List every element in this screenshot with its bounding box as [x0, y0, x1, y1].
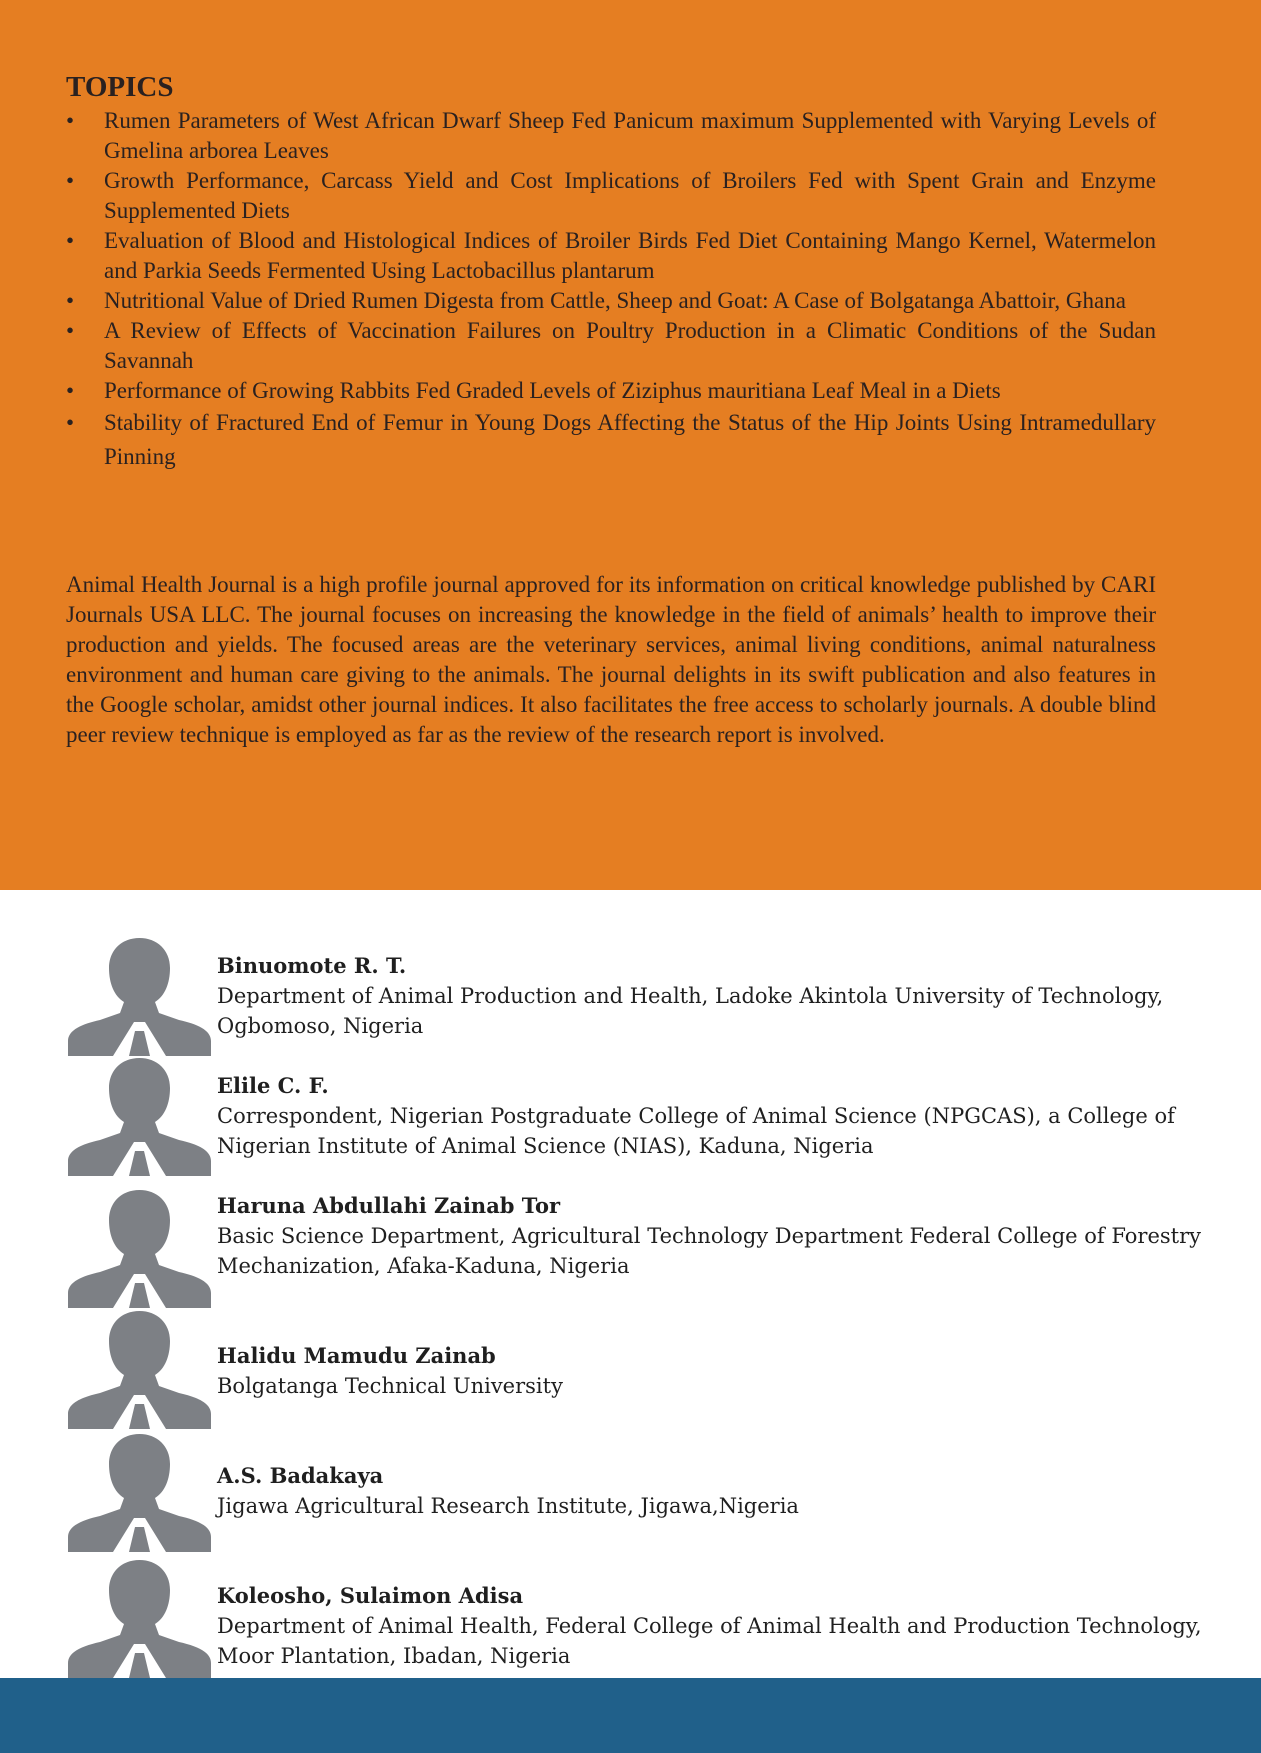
- bullet-icon: •: [66, 168, 75, 193]
- topic-item: [66, 226, 1156, 286]
- person-silhouette-icon: [68, 1434, 211, 1552]
- topic-item: [66, 286, 1156, 316]
- author-affiliation: Department of Animal Health, Federal College of Animal Health and Production Technology, Moor Plantation, Ibadan, Nigeria: [217, 1614, 1202, 1668]
- topic-text: Stability of Fractured End of Femur in Young Dogs Affecting the Status of the Hip Joints Using Intramedullary Pinning: [104, 410, 1156, 469]
- bullet-icon: •: [66, 108, 75, 133]
- author-name: A.S. Badakaya: [217, 1463, 384, 1488]
- person-silhouette-icon: [68, 1311, 211, 1429]
- author-name: Koleosho, Sulaimon Adisa: [217, 1583, 524, 1608]
- topic-item: [66, 406, 1156, 474]
- topic-item: [66, 376, 1156, 406]
- topic-item: [66, 106, 1156, 166]
- author-name: Binuomote R. T.: [217, 953, 407, 978]
- topic-text: Rumen Parameters of West African Dwarf Sheep Fed Panicum maximum Supplemented with Varying Levels of Gmelina arborea Leaves: [104, 108, 1156, 163]
- person-silhouette-icon: [68, 1190, 211, 1308]
- topic-text: Growth Performance, Carcass Yield and Cost Implications of Broilers Fed with Spent Grain and Enzyme Supplemented Diets: [104, 168, 1156, 223]
- journal-description: Animal Health Journal is a high profile journal approved for its information on critical knowledge published by CARI Journals USA LLC. The journal focuses on increasing the knowledge in the field of animals’ health to improve their production and yields. The focused areas are the veterinary services, animal living conditions, animal naturalness environment and human care giving to the animals. The journal delights in its swift publication and also features in the Google scholar, amidst other journal indices. It also facilitates the free access to scholarly journals. A double blind peer review technique is employed as far as the review of the research report is involved.: [66, 572, 1156, 747]
- author-affiliation: Basic Science Department, Agricultural Technology Department Federal College of Forestry Mechanization, Afaka-Kaduna, Nigeria: [217, 1224, 1202, 1278]
- author-name: Haruna Abdullahi Zainab Tor: [217, 1193, 561, 1218]
- person-silhouette-icon: [68, 1560, 211, 1678]
- author-affiliation: Correspondent, Nigerian Postgraduate College of Animal Science (NPGCAS), a College of Nigerian Institute of Animal Science (NIAS), Kaduna, Nigeria: [217, 1104, 1175, 1158]
- author-affiliation: Jigawa Agricultural Research Institute, Jigawa,Nigeria: [217, 1494, 799, 1518]
- author-affiliation: Bolgatanga Technical University: [217, 1374, 563, 1398]
- author-name: Halidu Mamudu Zainab: [217, 1343, 496, 1368]
- topics-heading: TOPICS: [66, 71, 174, 103]
- topic-item: [66, 316, 1156, 376]
- bullet-icon: •: [66, 410, 75, 435]
- person-silhouette-icon: [68, 938, 211, 1056]
- author-name: Elile C. F.: [217, 1073, 329, 1098]
- topic-item: [66, 166, 1156, 226]
- topic-text: A Review of Effects of Vaccination Failures on Poultry Production in a Climatic Conditions of the Sudan Savannah: [104, 318, 1156, 373]
- person-silhouette-icon: [68, 1058, 211, 1176]
- bullet-icon: •: [66, 378, 75, 403]
- bullet-icon: •: [66, 288, 75, 313]
- footer-band: [0, 1678, 1261, 1753]
- topic-text: Performance of Growing Rabbits Fed Graded Levels of Ziziphus mauritiana Leaf Meal in a Diets: [104, 378, 1001, 403]
- bullet-icon: •: [66, 318, 75, 343]
- bullet-icon: •: [66, 228, 75, 253]
- author-affiliation: Department of Animal Production and Health, Ladoke Akintola University of Technology, Ogbomoso, Nigeria: [217, 984, 1164, 1038]
- topics-list: [66, 106, 1156, 474]
- topic-text: Nutritional Value of Dried Rumen Digesta from Cattle, Sheep and Goat: A Case of Bolgatanga Abattoir, Ghana: [104, 288, 1126, 313]
- topic-text: Evaluation of Blood and Histological Indices of Broiler Birds Fed Diet Containing Mango Kernel, Watermelon and Parkia Seeds Fermented Using Lactobacillus plantarum: [104, 228, 1156, 283]
